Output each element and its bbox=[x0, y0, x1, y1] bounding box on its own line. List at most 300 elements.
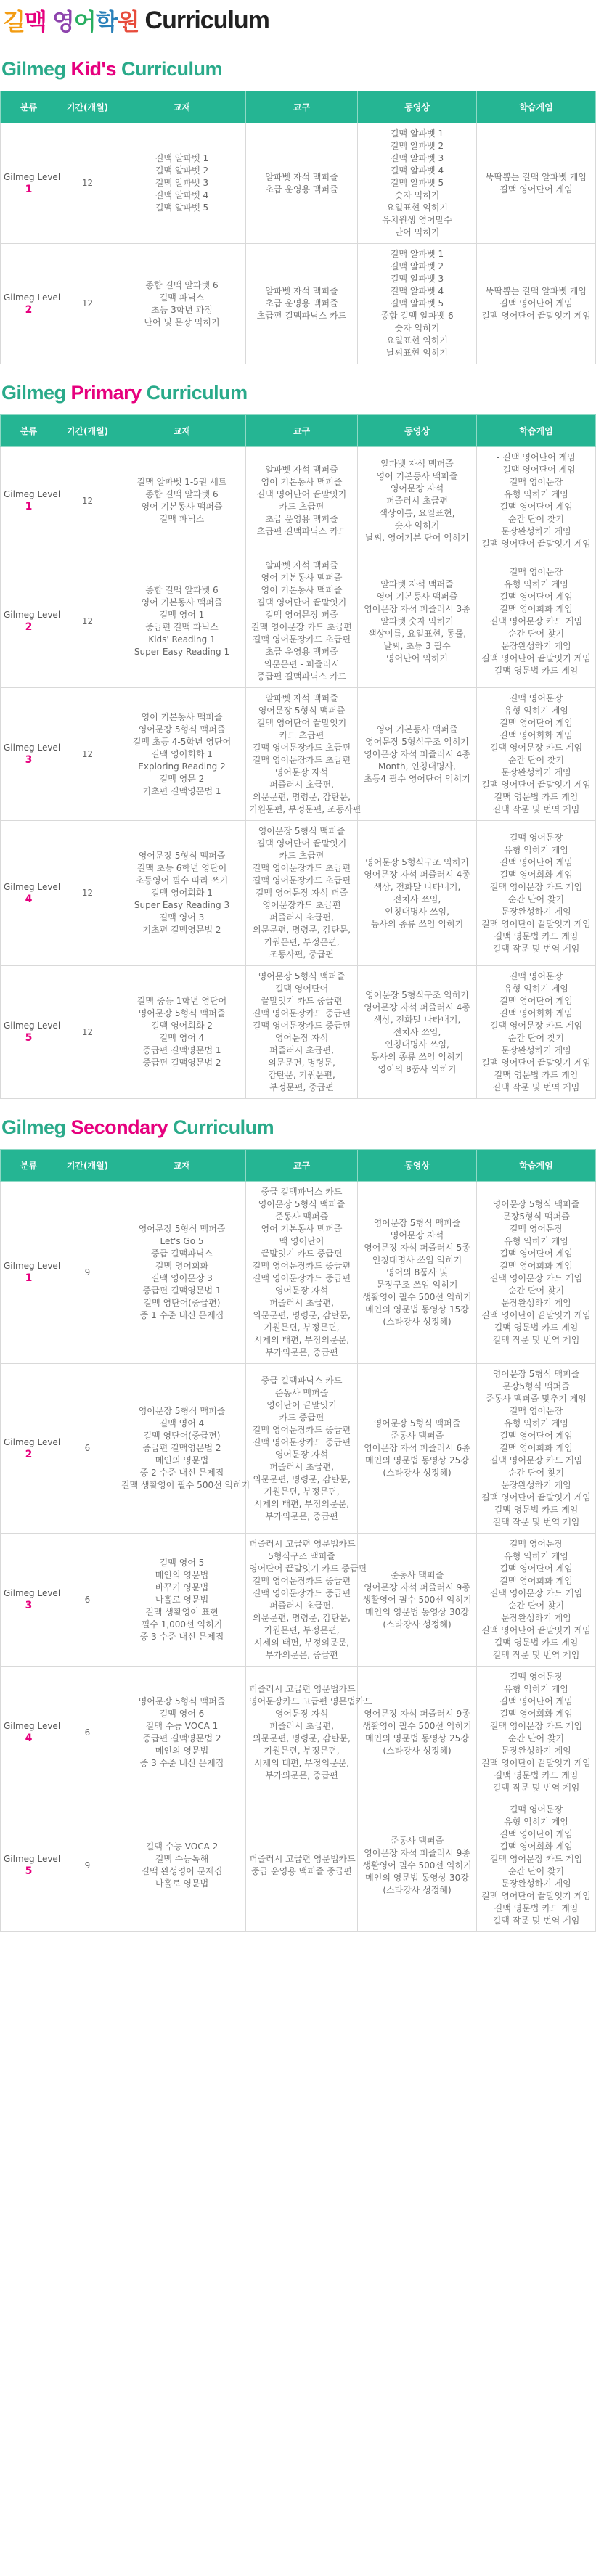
period-cell: 9 bbox=[57, 1182, 118, 1364]
video-line: 영어문장 자석 퍼즐러시 9종 bbox=[364, 1847, 470, 1858]
table-row bbox=[1, 1534, 596, 1667]
video-line: 영어 기본동사 맥퍼즐 bbox=[376, 724, 458, 735]
level-number: 5 bbox=[25, 1032, 33, 1044]
game-line: 길맥 작문 및 번역 게임 bbox=[492, 943, 580, 954]
book-line: Super Easy Reading 1 bbox=[134, 647, 230, 657]
game-line: 길맥 영어문장 카드 게임 bbox=[489, 1021, 583, 1031]
level-cell bbox=[1, 1667, 61, 1799]
book-cell bbox=[118, 1182, 246, 1364]
book-line: 중급편 길맥영문법 2 bbox=[142, 1443, 221, 1453]
book-cell bbox=[118, 1534, 246, 1667]
tool-cell bbox=[246, 447, 358, 555]
period-cell: 12 bbox=[57, 123, 118, 244]
tool-line: 초급편 길맥파닉스 카드 bbox=[256, 311, 347, 321]
video-line: 영어문장 자석 퍼즐러시 6종 bbox=[364, 1443, 470, 1453]
video-line: 색상, 전화말 나타내기, bbox=[373, 881, 461, 892]
game-line: 유형 익히기 게임 bbox=[504, 1817, 568, 1827]
game-line: 길맥 영어문장 bbox=[509, 971, 563, 981]
game-line: 순간 단어 찾기 bbox=[507, 1600, 565, 1611]
book-line: 중 2 수준 내신 문제집 bbox=[139, 1468, 224, 1478]
tool-line: 퍼즐러시 고급편 영문법카드 bbox=[249, 1854, 356, 1864]
book-line: 길맥 초등 6학년 영단어 bbox=[136, 863, 227, 873]
period-cell: 12 bbox=[57, 688, 118, 821]
tool-line: 영어단어 끝말잇기 카드 중급편 bbox=[249, 1563, 367, 1574]
game-cell bbox=[477, 123, 596, 244]
game-line: 길맥 작문 및 번역 게임 bbox=[492, 1650, 580, 1660]
game-line: 순간 단어 찾기 bbox=[507, 1733, 565, 1743]
tool-line: 길맥 영어문장카드 초급편 bbox=[252, 863, 351, 873]
book-line: 길맥 중등 1학년 영단어 bbox=[136, 996, 227, 1006]
level-number: 1 bbox=[25, 501, 33, 512]
level-label: Gilmeg Level bbox=[4, 292, 61, 303]
tool-line: 길맥 영어단어 bbox=[274, 984, 329, 994]
book-line: 초등 3학년 과정 bbox=[151, 304, 213, 315]
tool-line: 감탄문, 기원문편, bbox=[268, 1070, 335, 1080]
level-label: Gilmeg Level bbox=[4, 171, 61, 182]
game-line: 유형 익히기 게임 bbox=[504, 1551, 568, 1561]
game-line: 길맥 영어단어 끝말잇기 게임 bbox=[481, 1891, 591, 1901]
table-header-row bbox=[1, 91, 596, 123]
table-header-row bbox=[1, 1150, 596, 1182]
section-title-brand: Gilmeg bbox=[1, 1116, 66, 1138]
video-cell bbox=[358, 1799, 477, 1932]
game-line: 문장완성하기 게임 bbox=[501, 1613, 571, 1623]
brand-logo bbox=[3, 4, 139, 37]
tool-line: 끝말잇기 카드 중급편 bbox=[261, 1248, 343, 1259]
period-cell: 6 bbox=[57, 1667, 118, 1799]
game-cell bbox=[477, 1534, 596, 1667]
video-line: 영어문장 자석 퍼즐러시 9종 bbox=[364, 1582, 470, 1592]
column-header: 학습게임 bbox=[477, 91, 596, 123]
book-line: 길맥 영어 3 bbox=[159, 912, 205, 923]
column-header: 학습게임 bbox=[477, 415, 596, 447]
tool-line: 길맥 영어문장카드 중급편 bbox=[252, 1261, 351, 1271]
tool-line: 길맥 영어문장카드 중급편 bbox=[252, 1008, 351, 1018]
game-line: 길맥 영문법 카드 게임 bbox=[494, 931, 579, 941]
video-line: 숫자 익히기 bbox=[394, 323, 440, 333]
book-line: 종합 길맥 알파벳 6 bbox=[145, 585, 219, 595]
video-line: 영어의 8품사 및 bbox=[386, 1267, 448, 1277]
tool-line: 퍼즐러시 초급편, bbox=[269, 1045, 334, 1055]
game-line: 길맥 영어문장 카드 게임 bbox=[489, 881, 583, 892]
game-line: 유형 익히기 게임 bbox=[504, 706, 568, 716]
book-line: 길맥 영어회화 bbox=[155, 1261, 209, 1271]
tool-line: 영어문장카드 고급편 영문법카드 bbox=[249, 1696, 372, 1706]
game-line: 길맥 영어문장 bbox=[509, 1804, 563, 1815]
book-line: 기초편 길맥영문법 1 bbox=[142, 785, 221, 796]
level-number: 2 bbox=[25, 303, 33, 316]
page-header bbox=[0, 0, 595, 41]
game-cell bbox=[477, 244, 596, 364]
game-line: 뚝딱뽑는 길맥 알파벳 게임 bbox=[486, 171, 587, 182]
table-row bbox=[1, 447, 596, 555]
tool-line: 5형식구조 맥퍼즐 bbox=[268, 1551, 335, 1561]
book-line: 영어문장 5형식 맥퍼즐 bbox=[138, 851, 226, 861]
tool-line: 퍼즐러시 초급편, bbox=[269, 780, 334, 790]
book-line: 길맥 알파벳 3 bbox=[155, 178, 209, 188]
game-line: 길맥 영문법 카드 게임 bbox=[494, 792, 579, 802]
book-line: 나홀로 영문법 bbox=[155, 1878, 209, 1889]
curriculum-table bbox=[0, 1149, 596, 1932]
video-line: 길맥 알파벳 3 bbox=[390, 153, 444, 163]
book-line: 바꾸기 영문법 bbox=[155, 1582, 209, 1592]
period-cell: 12 bbox=[57, 821, 118, 966]
game-line: 순간 단어 찾기 bbox=[507, 1033, 565, 1043]
game-line: 길맥 작문 및 번역 게임 bbox=[492, 1082, 580, 1092]
video-line: 문장구조 쓰임 익히기 bbox=[376, 1279, 458, 1290]
book-cell bbox=[118, 123, 246, 244]
game-line: 길맥 영문법 카드 게임 bbox=[494, 1505, 579, 1515]
tool-line: 기원문편, 부정문편, bbox=[264, 937, 340, 947]
game-line: 길맥 영어문장 bbox=[509, 1406, 563, 1416]
book-line: 길맥 알파벳 1-5권 세트 bbox=[136, 477, 227, 487]
table-row bbox=[1, 244, 596, 364]
tool-line: 초급편 길맥파닉스 카드 bbox=[256, 526, 347, 536]
tool-line: 중급 길맥파닉스 카드 bbox=[261, 1187, 343, 1197]
book-line: 길맥 알파벳 5 bbox=[155, 203, 209, 213]
book-line: 길맥 영어 4 bbox=[159, 1418, 205, 1428]
tool-line: 초급 운영용 맥퍼즐 bbox=[265, 647, 338, 657]
video-cell bbox=[358, 821, 477, 966]
tool-line: 알파벳 자석 맥퍼즐 bbox=[265, 465, 338, 475]
video-line: 영어 기본동사 맥퍼즐 bbox=[376, 470, 458, 481]
tool-line: 길맥 영어문장카드 중급편 bbox=[252, 1021, 351, 1031]
game-line: - 길맥 영어단어 게임 bbox=[497, 452, 576, 462]
video-line: 길맥 알파벳 5 bbox=[390, 298, 444, 308]
book-line: 길맥 초등 4-5학년 영단어 bbox=[132, 736, 232, 747]
tool-line: 영어문장 자석 bbox=[274, 1449, 329, 1460]
video-line: 준동사 맥퍼즐 bbox=[390, 1569, 444, 1580]
tool-line: 길맥 영어단어 끝말잇기 bbox=[256, 838, 347, 849]
video-line: 메인의 영문법 동영상 25강 bbox=[365, 1733, 469, 1743]
level-label: Gilmeg Level bbox=[4, 1721, 61, 1731]
game-line: 길맥 영어단어 게임 bbox=[499, 1431, 573, 1441]
game-cell bbox=[477, 1364, 596, 1534]
game-line: 문장5형식 맥퍼즐 bbox=[502, 1381, 570, 1391]
book-line: 길맥 영어 5 bbox=[159, 1557, 205, 1568]
game-line: 순간 단어 찾기 bbox=[507, 1468, 565, 1478]
section-title bbox=[0, 1116, 595, 1149]
video-line: 전치사 쓰임, bbox=[393, 1026, 441, 1037]
tool-line: 카드 중급편 bbox=[279, 1412, 324, 1423]
level-number: 3 bbox=[25, 754, 33, 766]
game-line: 길맥 영어회화 게임 bbox=[499, 1261, 573, 1271]
game-line: 유형 익히기 게임 bbox=[504, 578, 568, 589]
tool-line: 기원문편, 부정문편, bbox=[264, 1486, 340, 1497]
book-cell bbox=[118, 688, 246, 821]
game-line: 길맥 작문 및 번역 게임 bbox=[492, 1335, 580, 1345]
section-title-rest: Curriculum bbox=[121, 58, 223, 80]
video-cell bbox=[358, 555, 477, 688]
video-line: 숫자 익히기 bbox=[394, 520, 440, 531]
game-line: 길맥 영어문장 bbox=[509, 1672, 563, 1682]
period-cell: 9 bbox=[57, 1799, 118, 1932]
game-line: 길맥 작문 및 번역 게임 bbox=[492, 804, 580, 814]
video-line: 영어문장 5형식구조 익히기 bbox=[365, 989, 469, 1000]
game-line: 길맥 영어단어 끝말잇기 게임 bbox=[481, 539, 591, 549]
book-line: 중급편 길맥 파닉스 bbox=[145, 622, 219, 632]
video-cell bbox=[358, 688, 477, 821]
video-line: 알파벳 자석 맥퍼즐 bbox=[380, 458, 454, 469]
book-cell bbox=[118, 821, 246, 966]
tool-cell bbox=[246, 123, 358, 244]
section-title-kind: Kid's bbox=[70, 58, 116, 80]
video-line: 영어문장 5형식 맥퍼즐 bbox=[373, 1217, 461, 1228]
book-line: 길맥 영단어(중급편) bbox=[143, 1431, 221, 1441]
book-cell bbox=[118, 966, 246, 1099]
tool-line: 알파벳 자석 맥퍼즐 bbox=[265, 171, 338, 182]
book-line: 길맥 알파벳 4 bbox=[155, 190, 209, 200]
tool-line: 영어문장 5형식 맥퍼즐 bbox=[258, 706, 346, 716]
game-line: 길맥 영어단어 끝말잇기 게임 bbox=[481, 1492, 591, 1502]
video-line: 생활영어 필수 500선 익히기 bbox=[362, 1291, 472, 1302]
video-line: 메인의 영문법 동영상 30강 bbox=[365, 1872, 469, 1883]
book-line: 길맥 수능독해 bbox=[155, 1854, 209, 1864]
game-line: 길맥 영어단어 끝말잇기 게임 bbox=[481, 1625, 591, 1635]
section-title-brand: Gilmeg bbox=[1, 58, 66, 80]
book-line: 영어문장 5형식 맥퍼즐 bbox=[138, 1224, 226, 1234]
tool-line: 영어 기본동사 맥퍼즐 bbox=[261, 573, 343, 583]
book-line: 중급편 길맥영문법 2 bbox=[142, 1733, 221, 1743]
period-cell: 12 bbox=[57, 244, 118, 364]
level-number: 4 bbox=[25, 1733, 33, 1744]
game-line: 길맥 영어단어 게임 bbox=[499, 591, 573, 602]
table-row bbox=[1, 555, 596, 688]
book-line: 중 3 수준 내신 문제집 bbox=[139, 1631, 224, 1642]
game-line: 유형 익히기 게임 bbox=[504, 489, 568, 499]
table-row bbox=[1, 1182, 596, 1364]
book-line: 영어 기본동사 맥퍼즐 bbox=[141, 502, 223, 512]
tool-line: 길맥 영어문장카드 초급편 bbox=[252, 875, 351, 886]
tool-line: 퍼즐러시 초급편, bbox=[269, 912, 334, 923]
game-line: 영어문장 5형식 맥퍼즐 bbox=[492, 1369, 580, 1379]
book-line: 메인의 영문법 bbox=[155, 1569, 209, 1580]
game-line: 유형 익히기 게임 bbox=[504, 984, 568, 994]
curriculum-sections bbox=[0, 41, 595, 1932]
tool-cell bbox=[246, 688, 362, 821]
tool-line: 영어문장 자석 bbox=[274, 767, 329, 777]
game-line: 유형 익히기 게임 bbox=[504, 844, 568, 855]
book-line: 단어 및 문장 익히기 bbox=[144, 316, 220, 327]
video-cell bbox=[358, 1534, 477, 1667]
book-line: Super Easy Reading 3 bbox=[134, 900, 230, 910]
game-cell bbox=[477, 1182, 596, 1364]
video-line: 날씨표현 익히기 bbox=[386, 348, 448, 358]
column-header: 분류 bbox=[1, 91, 57, 123]
tool-line: 준동사 맥퍼즐 bbox=[274, 1387, 329, 1398]
tool-cell bbox=[246, 244, 358, 364]
column-header: 동영상 bbox=[358, 1150, 477, 1182]
tool-line: 길맥 영어문장 자석 퍼즐 bbox=[255, 888, 348, 898]
game-line: 길맥 영어문장 카드 게임 bbox=[489, 743, 583, 753]
game-line: 문장5형식 맥퍼즐 bbox=[502, 1211, 570, 1222]
column-header: 학습게임 bbox=[477, 1150, 596, 1182]
tool-line: 의문문편, 명령문, 감탄문, bbox=[253, 1733, 351, 1743]
tool-line: 퍼즐러시 초급편, bbox=[269, 1600, 334, 1611]
period-cell: 12 bbox=[57, 447, 118, 555]
period-cell: 6 bbox=[57, 1364, 118, 1534]
table-row bbox=[1, 1799, 596, 1932]
book-line: Exploring Reading 2 bbox=[138, 761, 226, 772]
game-line: 문장완성하기 게임 bbox=[501, 1298, 571, 1308]
game-line: 길맥 영어문장 카드 게임 bbox=[489, 1721, 583, 1731]
game-line: 길맥 영어문장 카드 게임 bbox=[489, 1854, 583, 1864]
game-line: 길맥 영어회화 게임 bbox=[499, 603, 573, 614]
game-line: 길맥 영어단어 게임 bbox=[499, 502, 573, 512]
game-line: 길맥 영어회화 게임 bbox=[499, 1841, 573, 1852]
tool-line: 영어문장 자석 bbox=[274, 1285, 329, 1296]
level-cell bbox=[1, 1534, 61, 1667]
game-line: 순간 단어 찾기 bbox=[507, 1285, 565, 1296]
game-line: 문장완성하기 게임 bbox=[501, 767, 571, 777]
tool-line: 부가의문문, 중급편 bbox=[265, 1650, 338, 1660]
tool-line: 길맥 영어문장카드 중급편 bbox=[252, 1436, 351, 1447]
tool-line: 알파벳 자석 맥퍼즐 bbox=[265, 560, 338, 571]
column-header: 교구 bbox=[246, 1150, 358, 1182]
column-header: 동영상 bbox=[358, 91, 477, 123]
video-line: 날씨, 초등 3 필수 bbox=[383, 640, 451, 651]
level-cell bbox=[1, 966, 61, 1099]
video-line: 동사의 종류 쓰임 익히기 bbox=[370, 1051, 464, 1062]
logo-char: 학 bbox=[95, 8, 118, 36]
game-line: 길맥 영문법 카드 게임 bbox=[494, 1903, 579, 1913]
video-line: 날씨, 영어기본 단어 익히기 bbox=[365, 532, 469, 543]
section-title-rest: Curriculum bbox=[173, 1116, 274, 1138]
game-line: 길맥 영어문장 bbox=[509, 1224, 563, 1234]
book-line: 길맥 영문 2 bbox=[159, 773, 205, 784]
level-number: 2 bbox=[25, 1448, 33, 1460]
tool-line: 길맥 영어문장카드 초급편 bbox=[252, 755, 351, 765]
tool-cell bbox=[246, 1364, 358, 1534]
tool-line: 영어문장 5형식 맥퍼즐 bbox=[258, 826, 346, 836]
column-header: 교구 bbox=[246, 91, 358, 123]
video-line: 영어의 8품사 익히기 bbox=[377, 1063, 457, 1074]
book-cell bbox=[118, 244, 246, 364]
book-line: 영어문장 5형식 맥퍼즐 bbox=[138, 1406, 226, 1416]
level-label: Gilmeg Level bbox=[4, 1854, 61, 1864]
tool-cell bbox=[246, 1799, 358, 1932]
level-cell bbox=[1, 555, 61, 688]
tool-line: 부가의문문, 중급편 bbox=[265, 1510, 338, 1521]
level-number: 5 bbox=[25, 1865, 33, 1877]
book-line: 길맥 생활영어 필수 500선 익히기 bbox=[121, 1480, 250, 1490]
tool-line: 영어문장 자석 bbox=[274, 1709, 329, 1719]
tool-line: 부정문편, 중급편 bbox=[269, 1082, 334, 1092]
tool-line: 길맥 영어문장카드 중급편 bbox=[252, 1424, 351, 1435]
game-line: 길맥 영문법 카드 게임 bbox=[494, 1070, 579, 1080]
tool-line: 길맥 영어단어 끝말잇기 bbox=[256, 597, 347, 608]
book-line: Kids' Reading 1 bbox=[148, 634, 216, 645]
table-row bbox=[1, 688, 596, 821]
tool-line: 길맥 영어문장카드 초급편 bbox=[252, 743, 351, 753]
table-row bbox=[1, 1364, 596, 1534]
tool-line: 의문문편, 명령문, bbox=[268, 1058, 335, 1068]
video-line: (스타강사 성정혜) bbox=[383, 1316, 452, 1327]
level-number: 1 bbox=[25, 183, 33, 195]
book-line: 길맥 알파벳 2 bbox=[155, 165, 209, 176]
tool-cell bbox=[246, 1534, 367, 1667]
book-line: 길맥 파닉스 bbox=[159, 514, 205, 524]
video-line: Month, 인칭대명사, bbox=[377, 761, 456, 772]
tool-cell bbox=[246, 1667, 372, 1799]
book-line: 영어문장 5형식 맥퍼즐 bbox=[138, 1696, 226, 1706]
table-row bbox=[1, 1667, 596, 1799]
game-line: 길맥 영어문장 bbox=[509, 693, 563, 703]
game-line: 길맥 영어단어 끝말잇기 게임 bbox=[481, 780, 591, 790]
game-line: 순간 단어 찾기 bbox=[507, 1866, 565, 1876]
section-title-kind: Primary bbox=[70, 382, 142, 404]
video-line: 숫자 익히기 bbox=[394, 190, 440, 200]
game-line: 길맥 영어회화 게임 bbox=[499, 869, 573, 880]
game-line: 문장완성하기 게임 bbox=[501, 1878, 571, 1889]
level-label: Gilmeg Level bbox=[4, 1021, 61, 1031]
book-line: 길맥 영어문장 3 bbox=[151, 1273, 213, 1283]
logo-char: 맥 bbox=[24, 8, 46, 36]
book-line: 길맥 영어회화 1 bbox=[151, 888, 213, 898]
tool-line: 의문문편, 명령문, 감탄문, bbox=[253, 1613, 351, 1623]
level-cell bbox=[1, 1799, 61, 1932]
logo-char: 원 bbox=[117, 8, 139, 36]
game-line: 길맥 영어단어 게임 bbox=[499, 856, 573, 867]
tool-line: 의문문편, 명령문, 감탄문, bbox=[253, 1473, 351, 1484]
game-line: 유형 익히기 게임 bbox=[504, 1418, 568, 1428]
game-line: 길맥 영문법 카드 게임 bbox=[494, 1322, 579, 1333]
video-line: 종합 길맥 알파벳 6 bbox=[380, 311, 454, 321]
tool-line: 중급편 길맥파닉스 카드 bbox=[256, 671, 347, 682]
video-line: 길맥 알파벳 1 bbox=[390, 128, 444, 139]
video-line: (스타강사 성정혜) bbox=[383, 1468, 452, 1478]
game-line: 문장완성하기 게임 bbox=[501, 1045, 571, 1055]
game-line: 순간 단어 찾기 bbox=[507, 755, 565, 765]
video-line: 인칭대명사 쓰임, bbox=[385, 1039, 449, 1050]
tool-line: 영어문장 자석 bbox=[274, 1033, 329, 1043]
level-cell bbox=[1, 244, 61, 364]
game-line: 순간 단어 찾기 bbox=[507, 628, 565, 639]
logo-char: 길 bbox=[3, 8, 25, 36]
game-line: 준동사 맥퍼즐 맞추기 게임 bbox=[486, 1394, 587, 1404]
tool-line: 시제의 태편, 부정의문문, bbox=[253, 1637, 350, 1648]
video-line: 전치사 쓰임, bbox=[393, 894, 441, 904]
tool-line: 영어단어 끝말잇기 bbox=[266, 1399, 337, 1410]
book-line: 중급 길맥파닉스 bbox=[151, 1248, 213, 1259]
video-line: 유치원생 영어말수 bbox=[382, 215, 452, 225]
game-cell bbox=[477, 1667, 596, 1799]
tool-line: 퍼즐러시 초급편, bbox=[269, 1461, 334, 1472]
tool-line: 부가의문문, 중급편 bbox=[265, 1347, 338, 1357]
video-line: 길맥 알파벳 4 bbox=[390, 165, 444, 176]
game-line: 길맥 영어단어 끝말잇기 게임 bbox=[481, 918, 591, 929]
book-line: 길맥 완성영어 문제집 bbox=[141, 1866, 223, 1876]
table-row bbox=[1, 123, 596, 244]
video-line: 영어문장 5형식 맥퍼즐 bbox=[373, 1418, 461, 1428]
game-line: 길맥 영어단어 끝말잇기 게임 bbox=[481, 1310, 591, 1320]
game-line: 길맥 영어문장 카드 게임 bbox=[489, 1455, 583, 1465]
video-line: 영어문장 자석 bbox=[390, 483, 444, 494]
book-line: 영어 기본동사 맥퍼즐 bbox=[141, 711, 223, 722]
tool-line: 퍼즐러시 고급편 영문법카드 bbox=[249, 1684, 356, 1694]
column-header: 기간(개월) bbox=[57, 415, 118, 447]
book-line: 메인의 영문법 bbox=[155, 1746, 209, 1756]
level-number: 4 bbox=[25, 893, 33, 905]
curriculum-table bbox=[0, 91, 596, 364]
tool-line: 퍼즐러시 초급편, bbox=[269, 1298, 334, 1308]
video-line: 영어문장 자석 퍼즐러시 4종 bbox=[364, 1002, 470, 1013]
game-line: 길맥 영어문장 카드 게임 bbox=[489, 616, 583, 626]
section-title bbox=[0, 382, 595, 414]
tool-line: 카드 초급편 bbox=[279, 851, 324, 861]
tool-cell bbox=[246, 1182, 358, 1364]
video-cell bbox=[358, 1667, 477, 1799]
